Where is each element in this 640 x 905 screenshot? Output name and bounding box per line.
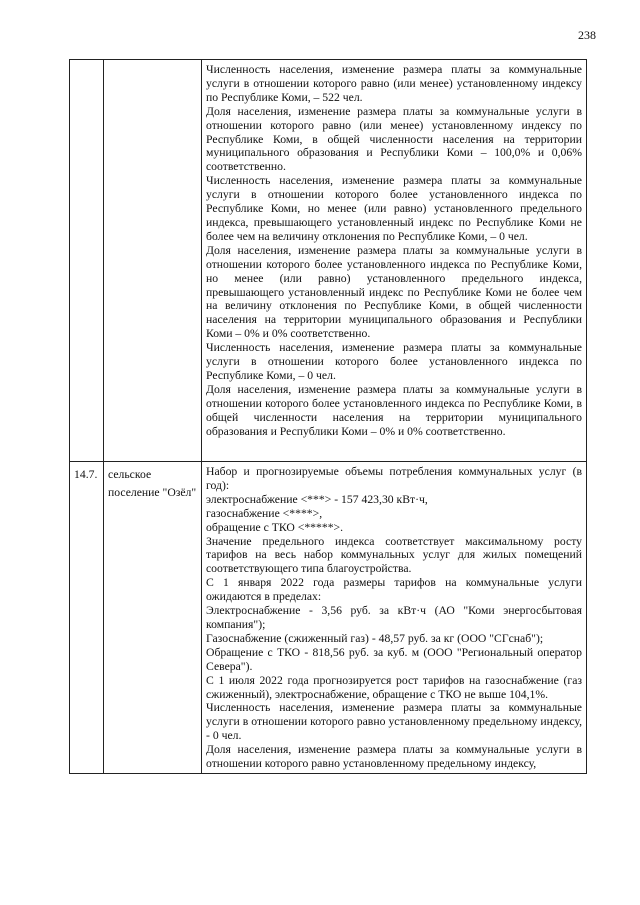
- paragraph: Набор и прогнозируемые объемы потребления коммунальных услуг (в год):: [206, 465, 582, 492]
- municipality-name: сельское поселение "Озёл": [108, 468, 197, 499]
- table-row: [70, 60, 587, 462]
- description-cell: [202, 462, 587, 774]
- page-number: 238: [578, 28, 596, 42]
- description-cell: [202, 60, 587, 462]
- paragraph: Доля населения, изменение размера платы за коммунальные услуги в отношении которого более установленного индекса по Республике Коми, в общей численности населения на территории муниципального образования и Республики Коми – 0% и 0% соответственно.: [206, 382, 582, 438]
- municipality-cell: [104, 462, 202, 774]
- row-number: 14.7.: [74, 468, 98, 481]
- paragraph: С 1 июля 2022 года прогнозируется рост тарифов на газоснабжение (газ сжиженный), электроснабжение, обращение с ТКО не выше 104,1%.: [206, 673, 582, 701]
- row-number-cell: [70, 60, 104, 462]
- paragraph: газоснабжение <****>,: [206, 506, 323, 520]
- paragraph: обращение с ТКО <*****>.: [206, 520, 344, 534]
- paragraph: Численность населения, изменение размера платы за коммунальные услуги в отношении которого более установленного индекса по Республике Коми, но менее (или равно) установленного предельного индекса, превышающего установленный индекс по Республике Коми не более чем на величину отклонения по Республике Коми, – 0 чел.: [206, 174, 582, 243]
- paragraph: Численность населения, изменение размера платы за коммунальные услуги в отношении которого равно (или менее) установленному индексу по Республике Коми, – 522 чел.: [206, 63, 582, 104]
- paragraph: Обращение с ТКО - 818,56 руб. за куб. м (ООО "Региональный оператор Севера").: [206, 645, 582, 673]
- row-number-cell: [70, 462, 104, 774]
- paragraph: Значение предельного индекса соответствует максимальному росту тарифов на весь набор коммунальных услуг для жилых помещений соответствующего типа благоустройства.: [206, 534, 582, 576]
- paragraph: С 1 января 2022 года размеры тарифов на коммунальные услуги ожидаются в пределах:: [206, 576, 582, 604]
- paragraph: Численность населения, изменение размера платы за коммунальные услуги в отношении которого равно установленному предельному индексу, - 0 чел.: [206, 701, 582, 743]
- paragraph: Доля населения, изменение размера платы за коммунальные услуги в отношении которого более установленного индекса по Республике Коми, но менее (или равно) установленного предельного индекса, превышающего установленный индекс по Республике Коми не более чем на величину отклонения по Республике Коми, в общей численности населения на территории муниципального образования и Республики Коми – 0% и 0% соответственно.: [206, 243, 582, 341]
- document-table: [69, 59, 587, 774]
- paragraph: Численность населения, изменение размера платы за коммунальные услуги в отношении которого более установленного индекса по Республике Коми, – 0 чел.: [206, 341, 582, 382]
- paragraph: Доля населения, изменение размера платы за коммунальные услуги в отношении которого равно (или менее) установленному индексу по Республике Коми, в общей численности населения на территории муниципального образования и Республики Коми – 100,0% и 0,06% соответственно.: [206, 104, 582, 174]
- paragraph: Электроснабжение - 3,56 руб. за кВт·ч (АО "Коми энергосбытовая компания");: [206, 604, 582, 631]
- paragraph: Доля населения, изменение размера платы за коммунальные услуги в отношении которого равно установленному предельному индексу,: [206, 743, 582, 771]
- table-row: [70, 462, 587, 774]
- paragraph: Газоснабжение (сжиженный газ) - 48,57 руб. за кг (ООО "СГснаб");: [206, 631, 544, 645]
- paragraph: электроснабжение <***> - 157 423,30 кВт·ч,: [206, 492, 428, 506]
- municipality-cell: [104, 60, 202, 462]
